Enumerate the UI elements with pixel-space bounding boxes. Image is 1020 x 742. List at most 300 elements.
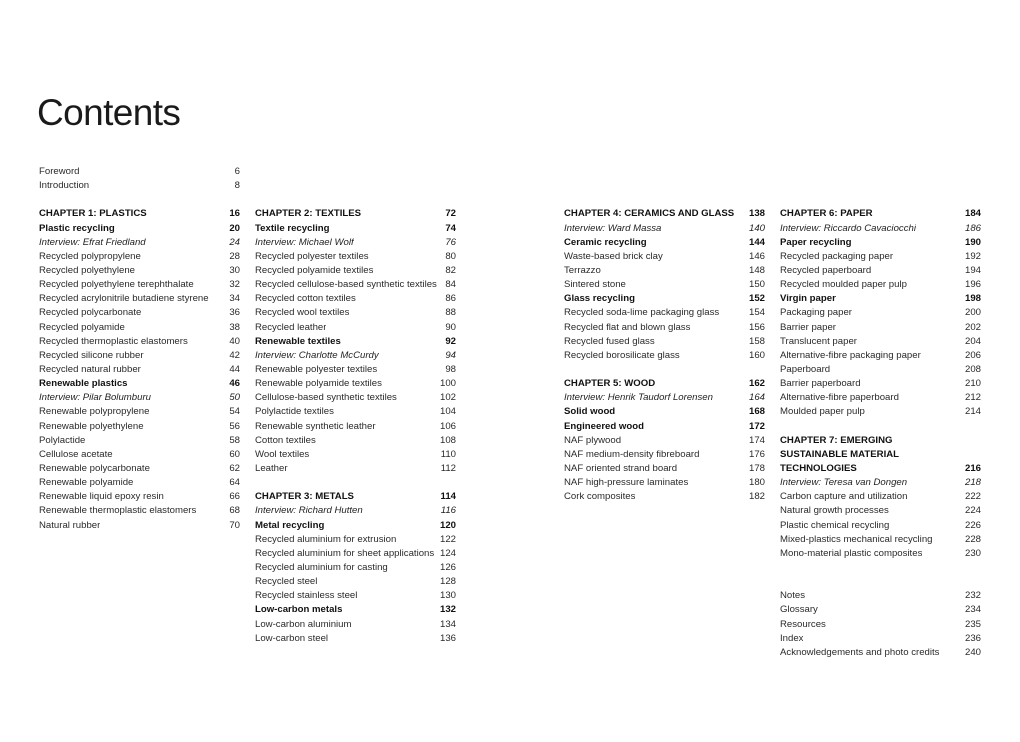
toc-entry[interactable]	[564, 222, 765, 236]
toc-entry-title: Interview: Pilar Bolumburu	[39, 392, 151, 404]
toc-entry-title: Recycled packaging paper	[780, 250, 894, 262]
toc-entry-title: Recycled stainless steel	[255, 590, 358, 602]
toc-entry[interactable]	[780, 490, 981, 504]
toc-entry-page: 178	[748, 462, 765, 474]
toc-entry-page	[975, 448, 981, 462]
toc-entry-title: Cellulose acetate	[39, 448, 113, 460]
toc-entry[interactable]	[39, 490, 240, 504]
toc-entry[interactable]	[39, 278, 240, 292]
toc-entry-page: 70	[229, 519, 240, 531]
toc-entry-page: 98	[445, 363, 456, 375]
toc-entry-title: Plastic recycling	[39, 222, 115, 234]
toc-entry[interactable]	[255, 504, 456, 518]
toc-entry-title: Barrier paper	[780, 321, 836, 333]
toc-entry-title: Recycled polyester textiles	[255, 250, 369, 262]
toc-entry-title: Recycled fused glass	[564, 335, 655, 347]
toc-entry-title: Renewable polyamide textiles	[255, 378, 382, 390]
toc-entry-page: 20	[229, 222, 240, 234]
toc-entry[interactable]	[255, 561, 456, 575]
toc-entry[interactable]	[780, 363, 981, 377]
toc-entry-title: Low-carbon steel	[255, 632, 329, 644]
toc-entry-title: Natural growth processes	[780, 505, 889, 517]
toc-entry[interactable]	[255, 434, 456, 448]
toc-entry[interactable]	[780, 207, 981, 221]
toc-entry[interactable]	[780, 250, 981, 264]
toc-entry-title: Recycled polypropylene	[39, 250, 141, 262]
toc-entry[interactable]	[39, 405, 240, 419]
toc-entry-title: Renewable polyamide	[39, 477, 134, 489]
toc-entry-title: CHAPTER 5: WOOD	[564, 378, 656, 390]
toc-entry-page: 136	[439, 632, 456, 644]
toc-entry[interactable]	[780, 306, 981, 320]
toc-entry-page: 154	[748, 307, 765, 319]
toc-entry-page: 158	[748, 335, 765, 347]
toc-entry-title: Leather	[255, 462, 288, 474]
toc-entry[interactable]	[255, 321, 456, 335]
toc-entry[interactable]	[780, 391, 981, 405]
toc-entry[interactable]	[255, 264, 456, 278]
toc-entry-title: Mono-material plastic composites	[780, 547, 923, 559]
toc-entry-page: 176	[748, 448, 765, 460]
toc-entry[interactable]	[255, 377, 456, 391]
toc-entry-page: 168	[748, 406, 765, 418]
toc-entry-page: 76	[445, 236, 456, 248]
toc-entry[interactable]	[564, 278, 765, 292]
toc-column-3	[564, 165, 765, 504]
toc-entry[interactable]	[780, 603, 981, 617]
toc-entry[interactable]	[255, 448, 456, 462]
toc-entry-page: 92	[445, 335, 456, 347]
toc-entry-title: Recycled leather	[255, 321, 327, 333]
toc-entry-title: Wool textiles	[255, 448, 310, 460]
toc-entry-title: Renewable thermoplastic elastomers	[39, 505, 197, 517]
toc-entry[interactable]	[780, 589, 981, 603]
toc-entry[interactable]	[39, 306, 240, 320]
toc-entry-title: Solid wood	[564, 406, 616, 418]
toc-entry-title: Interview: Ward Massa	[564, 222, 662, 234]
toc-entry-title: Packaging paper	[780, 307, 853, 319]
toc-entry-page: 172	[748, 420, 765, 432]
toc-entry-title: Renewable polycarbonate	[39, 462, 150, 474]
toc-entry-title: Virgin paper	[780, 293, 836, 305]
toc-entry-title: Paper recycling	[780, 236, 852, 248]
toc-spacer	[780, 561, 981, 575]
toc-entry-page: 148	[748, 264, 765, 276]
toc-entry-title: Renewable plastics	[39, 378, 128, 390]
toc-entry-page: 138	[748, 208, 765, 220]
toc-entry[interactable]	[255, 306, 456, 320]
page-title: Contents	[37, 92, 181, 133]
toc-entry-page: 224	[964, 505, 981, 517]
toc-entry-page: 194	[964, 264, 981, 276]
toc-spacer	[564, 165, 765, 179]
toc-entry[interactable]	[255, 575, 456, 589]
toc-entry-title: Recycled cellulose-based synthetic textiles	[255, 279, 437, 291]
toc-entry-page: 94	[445, 349, 456, 361]
toc-entry-page: 38	[229, 321, 240, 333]
toc-entry[interactable]	[564, 420, 765, 434]
toc-entry[interactable]	[564, 349, 765, 363]
toc-entry-page: 106	[439, 420, 456, 432]
toc-entry-page: 64	[229, 477, 240, 489]
toc-entry-title: Recycled aluminium for sheet applications	[255, 547, 434, 559]
toc-entry-title: Recycled natural rubber	[39, 363, 141, 375]
toc-entry-page: 218	[964, 477, 981, 489]
toc-entry-title: Waste-based brick clay	[564, 250, 663, 262]
toc-entry-page: 180	[748, 477, 765, 489]
toc-entry[interactable]	[255, 292, 456, 306]
toc-entry[interactable]	[780, 321, 981, 335]
toc-entry[interactable]	[780, 618, 981, 632]
toc-entry-page: 46	[229, 378, 240, 390]
toc-entry-title: Cork composites	[564, 491, 636, 503]
toc-entry[interactable]	[39, 292, 240, 306]
toc-entry[interactable]	[39, 179, 240, 193]
toc-entry-page: 235	[964, 618, 981, 630]
toc-entry[interactable]	[564, 405, 765, 419]
toc-entry[interactable]	[780, 434, 981, 448]
toc-spacer	[564, 363, 765, 377]
toc-entry-page: 102	[439, 392, 456, 404]
toc-entry-page: 58	[229, 434, 240, 446]
toc-entry-page: 190	[964, 236, 981, 248]
toc-entry-page: 192	[964, 250, 981, 262]
toc-entry[interactable]	[564, 448, 765, 462]
toc-entry-title: Recycled silicone rubber	[39, 349, 144, 361]
toc-entry[interactable]	[780, 519, 981, 533]
toc-entry[interactable]	[255, 335, 456, 349]
toc-entry[interactable]	[39, 448, 240, 462]
toc-entry-title: Renewable liquid epoxy resin	[39, 491, 164, 503]
toc-entry-page: 88	[445, 307, 456, 319]
toc-entry-page: 184	[964, 208, 981, 220]
toc-entry-title: Recycled aluminium for extrusion	[255, 533, 397, 545]
toc-entry-title: Natural rubber	[39, 519, 101, 531]
toc-entry-title: Recycled wool textiles	[255, 307, 350, 319]
toc-entry-title: CHAPTER 4: CERAMICS AND GLASS	[564, 208, 735, 220]
toc-entry[interactable]	[564, 391, 765, 405]
toc-entry[interactable]	[39, 434, 240, 448]
toc-entry-page: 206	[964, 349, 981, 361]
toc-entry-title: Notes	[780, 590, 806, 602]
toc-entry-title: Foreword	[39, 166, 80, 177]
toc-entry[interactable]	[255, 222, 456, 236]
toc-entry[interactable]	[255, 618, 456, 632]
toc-entry-page: 196	[964, 279, 981, 291]
toc-entry-title: Ceramic recycling	[564, 236, 647, 248]
toc-entry-page: 240	[964, 646, 981, 658]
toc-spacer	[255, 476, 456, 490]
toc-entry[interactable]	[255, 278, 456, 292]
toc-entry-title: CHAPTER 1: PLASTICS	[39, 208, 147, 220]
toc-entry[interactable]	[564, 236, 765, 250]
toc-entry[interactable]	[564, 335, 765, 349]
toc-spacer	[780, 575, 981, 589]
toc-entry-title: Alternative-fibre packaging paper	[780, 349, 921, 361]
toc-entry-title: Recycled polyethylene	[39, 264, 135, 276]
toc-entry-page: 198	[964, 293, 981, 305]
toc-entry-title: Polylactide	[39, 434, 86, 446]
toc-entry-title: Recycled borosilicate glass	[564, 349, 680, 361]
toc-entry-title: Recycled aluminium for casting	[255, 561, 388, 573]
toc-entry[interactable]	[780, 405, 981, 419]
toc-entry-page: 146	[748, 250, 765, 262]
toc-entry[interactable]	[39, 420, 240, 434]
toc-entry-page: 216	[964, 462, 981, 474]
toc-entry-page: 128	[439, 576, 456, 588]
toc-entry-title: Alternative-fibre paperboard	[780, 392, 899, 404]
toc-entry[interactable]	[564, 434, 765, 448]
toc-entry-title: Textile recycling	[255, 222, 330, 234]
toc-entry-page: 230	[964, 547, 981, 559]
toc-entry[interactable]	[255, 349, 456, 363]
toc-entry[interactable]	[255, 589, 456, 603]
toc-entry-page: 232	[964, 590, 981, 602]
toc-entry-title: Paperboard	[780, 363, 831, 375]
toc-entry-page: 160	[748, 349, 765, 361]
toc-entry-page: 60	[229, 448, 240, 460]
toc-entry-title: Recycled flat and blown glass	[564, 321, 691, 333]
toc-entry-title: Glossary	[780, 604, 818, 616]
toc-entry-title: Recycled steel	[255, 576, 318, 588]
toc-entry[interactable]	[255, 207, 456, 221]
toc-entry[interactable]	[39, 476, 240, 490]
toc-entry-title: Resources	[780, 618, 826, 630]
toc-entry-page: 214	[964, 406, 981, 418]
toc-entry[interactable]	[39, 504, 240, 518]
toc-entry-title: Renewable polyester textiles	[255, 363, 378, 375]
toc-entry[interactable]	[255, 603, 456, 617]
toc-entry[interactable]	[780, 448, 981, 462]
toc-entry-page: 50	[229, 392, 240, 404]
toc-entry-title: CHAPTER 3: METALS	[255, 491, 354, 503]
toc-entry[interactable]	[39, 349, 240, 363]
toc-entry[interactable]	[255, 490, 456, 504]
toc-entry[interactable]	[780, 349, 981, 363]
toc-spacer	[255, 179, 456, 193]
toc-entry[interactable]	[780, 292, 981, 306]
toc-entry[interactable]	[564, 250, 765, 264]
toc-entry-title: NAF medium-density fibreboard	[564, 448, 700, 460]
toc-entry-page: 104	[439, 406, 456, 418]
toc-entry[interactable]	[780, 646, 981, 660]
toc-entry[interactable]	[780, 278, 981, 292]
toc-entry[interactable]	[564, 207, 765, 221]
toc-entry-page: 204	[964, 335, 981, 347]
toc-entry-title: Recycled soda-lime packaging glass	[564, 307, 720, 319]
toc-entry[interactable]	[780, 377, 981, 391]
toc-spacer	[564, 179, 765, 193]
toc-entry[interactable]	[255, 547, 456, 561]
toc-entry[interactable]	[39, 236, 240, 250]
toc-entry-title: Cotton textiles	[255, 434, 316, 446]
toc-entry[interactable]	[39, 519, 240, 533]
toc-entry[interactable]	[564, 476, 765, 490]
toc-entry-title: Recycled polyamide	[39, 321, 125, 333]
toc-entry-page: 134	[439, 618, 456, 630]
toc-spacer	[780, 193, 981, 207]
toc-entry-page: 90	[445, 321, 456, 333]
toc-entry[interactable]	[780, 264, 981, 278]
toc-entry-page: 162	[748, 378, 765, 390]
toc-entry-page: 202	[964, 321, 981, 333]
toc-entry-page: 116	[440, 505, 456, 517]
toc-entry-page: 16	[229, 208, 240, 220]
toc-entry-page: 200	[964, 307, 981, 319]
toc-entry-title: Low-carbon metals	[255, 604, 343, 616]
toc-entry-page: 120	[439, 519, 456, 531]
toc-entry-page: 82	[445, 264, 456, 276]
toc-entry[interactable]	[39, 321, 240, 335]
toc-entry-title: NAF oriented strand board	[564, 462, 678, 474]
toc-entry[interactable]	[39, 222, 240, 236]
toc-spacer	[255, 193, 456, 207]
toc-entry-title: Renewable polyethylene	[39, 420, 144, 432]
toc-entry-page: 100	[439, 378, 456, 390]
toc-entry-page: 40	[229, 335, 240, 347]
toc-entry-page: 228	[964, 533, 981, 545]
toc-entry-page: 210	[964, 378, 981, 390]
toc-entry[interactable]	[255, 405, 456, 419]
toc-entry-title: CHAPTER 6: PAPER	[780, 208, 873, 220]
toc-entry-title: Recycled cotton textiles	[255, 293, 356, 305]
toc-entry-title: Barrier paperboard	[780, 378, 861, 390]
toc-entry-title: Recycled polyethylene terephthalate	[39, 279, 194, 291]
toc-spacer	[564, 193, 765, 207]
toc-entry-title: Acknowledgements and photo credits	[780, 646, 940, 658]
toc-entry[interactable]	[780, 476, 981, 490]
toc-entry-page: 28	[229, 250, 240, 262]
toc-entry-page: 108	[439, 434, 456, 446]
toc-entry-title: Recycled moulded paper pulp	[780, 279, 907, 291]
toc-entry[interactable]	[564, 306, 765, 320]
toc-entry-page: 140	[748, 222, 765, 234]
toc-entry[interactable]	[780, 632, 981, 646]
toc-entry-title: Translucent paper	[780, 335, 857, 347]
toc-entry-page: 80	[445, 250, 456, 262]
toc-entry-page: 236	[964, 632, 981, 644]
toc-entry[interactable]	[39, 391, 240, 405]
toc-column-4	[780, 165, 981, 660]
toc-entry-page: 56	[229, 420, 240, 432]
toc-entry[interactable]	[39, 207, 240, 221]
toc-entry-page: 44	[229, 363, 240, 375]
toc-entry[interactable]	[39, 165, 240, 179]
toc-entry-page: 122	[439, 533, 456, 545]
toc-entry-page: 114	[440, 491, 456, 503]
toc-entry[interactable]	[255, 391, 456, 405]
toc-entry-page: 84	[445, 279, 456, 291]
toc-entry[interactable]	[39, 264, 240, 278]
toc-entry-title: Glass recycling	[564, 293, 635, 305]
toc-entry-page: 150	[748, 279, 765, 291]
toc-column-1	[39, 165, 240, 533]
toc-entry-page: 186	[964, 222, 981, 234]
toc-entry-title: Low-carbon aluminium	[255, 618, 352, 630]
toc-entry-title: Recycled polycarbonate	[39, 307, 142, 319]
toc-column-2	[255, 165, 456, 646]
toc-entry-page: 42	[229, 349, 240, 361]
toc-entry-page: 130	[439, 590, 456, 602]
toc-entry-page: 32	[229, 279, 240, 291]
toc-entry[interactable]	[255, 462, 456, 476]
toc-entry-page: 86	[445, 293, 456, 305]
toc-entry[interactable]	[780, 504, 981, 518]
toc-entry[interactable]	[564, 292, 765, 306]
toc-spacer	[780, 420, 981, 434]
toc-entry-title: Interview: Riccardo Cavaciocchi	[780, 222, 916, 234]
toc-entry[interactable]	[39, 377, 240, 391]
toc-entry-title: Metal recycling	[255, 519, 325, 531]
toc-entry[interactable]	[780, 547, 981, 561]
toc-entry[interactable]	[39, 250, 240, 264]
toc-entry-page: 72	[445, 208, 456, 220]
toc-entry-title: Sintered stone	[564, 279, 626, 291]
toc-entry-page: 36	[229, 307, 240, 319]
toc-entry-page: 234	[964, 604, 981, 616]
toc-entry[interactable]	[564, 377, 765, 391]
toc-entry[interactable]	[39, 335, 240, 349]
toc-entry[interactable]	[255, 363, 456, 377]
toc-entry-title: Renewable textiles	[255, 335, 341, 347]
toc-entry-title: Interview: Michael Wolf	[255, 236, 354, 248]
toc-entry-page: 54	[229, 406, 240, 418]
toc-entry-title: NAF plywood	[564, 434, 622, 446]
toc-entry[interactable]	[255, 236, 456, 250]
toc-entry-page: 164	[748, 392, 765, 404]
toc-entry-title: Interview: Henrik Taudorf Lorensen	[564, 392, 713, 404]
toc-entry-title: Index	[780, 632, 804, 644]
toc-entry-title: Interview: Teresa van Dongen	[780, 477, 908, 489]
toc-entry[interactable]	[39, 462, 240, 476]
toc-entry[interactable]	[780, 222, 981, 236]
toc-entry[interactable]	[255, 519, 456, 533]
toc-entry-page: 182	[748, 491, 765, 503]
toc-entry-page: 152	[748, 293, 765, 305]
toc-entry[interactable]	[564, 321, 765, 335]
toc-entry[interactable]	[780, 533, 981, 547]
toc-entry-title: CHAPTER 2: TEXTILES	[255, 208, 362, 220]
toc-entry-title: Recycled thermoplastic elastomers	[39, 335, 188, 347]
toc-entry[interactable]	[564, 490, 765, 504]
toc-entry[interactable]	[255, 420, 456, 434]
toc-entry[interactable]	[39, 363, 240, 377]
toc-entry-page: 156	[748, 321, 765, 333]
toc-entry-page: 30	[229, 264, 240, 276]
toc-entry-page: 174	[748, 434, 765, 446]
toc-entry[interactable]	[780, 335, 981, 349]
toc-entry[interactable]	[564, 264, 765, 278]
toc-entry-title: SUSTAINABLE MATERIAL	[780, 448, 900, 460]
toc-entry-page: 62	[229, 462, 240, 474]
toc-entry[interactable]	[780, 236, 981, 250]
toc-entry-title: NAF high-pressure laminates	[564, 477, 689, 489]
toc-entry[interactable]	[255, 250, 456, 264]
toc-entry-page	[975, 434, 981, 448]
toc-entry[interactable]	[780, 462, 981, 476]
toc-entry-page: 8	[234, 180, 240, 192]
toc-entry[interactable]	[255, 632, 456, 646]
toc-entry-page: 132	[439, 604, 456, 616]
toc-entry-page: 126	[439, 561, 456, 573]
toc-entry-title: Recycled paperboard	[780, 264, 872, 276]
toc-entry-title: Interview: Richard Hutten	[255, 505, 363, 517]
toc-entry[interactable]	[255, 533, 456, 547]
toc-entry-page: 222	[964, 491, 981, 503]
toc-entry-title: Terrazzo	[564, 264, 601, 276]
toc-entry-title: Recycled polyamide textiles	[255, 264, 374, 276]
toc-entry[interactable]	[564, 462, 765, 476]
